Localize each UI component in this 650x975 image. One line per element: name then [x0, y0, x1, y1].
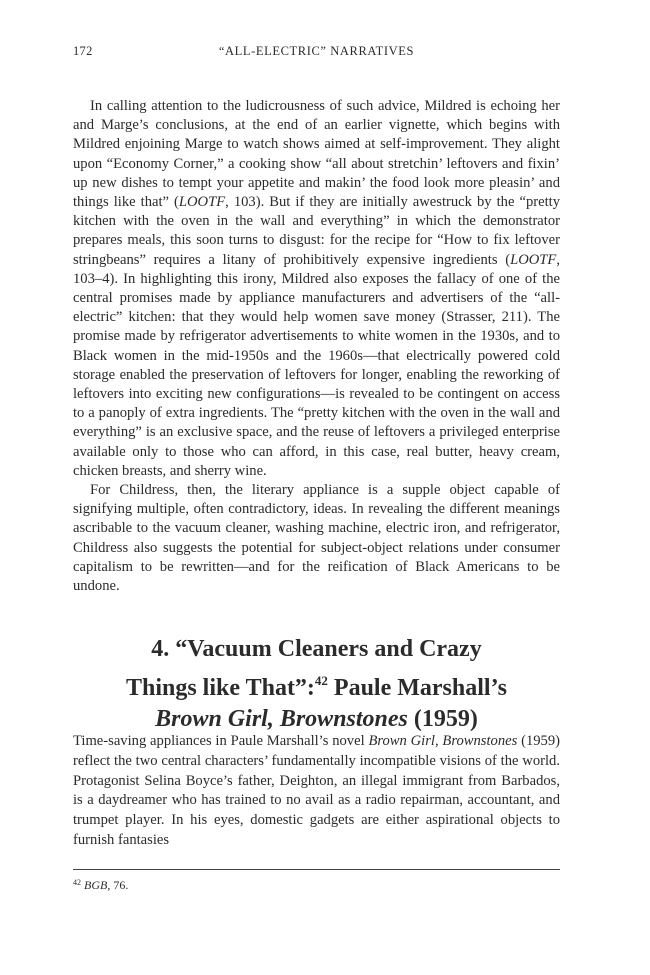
- footnote-text: , 76.: [107, 878, 129, 892]
- footnote: [73, 878, 128, 893]
- paragraph-1-text-c: , 103–4). In highlighting this irony, Mildred also exposes the fallacy of one of the central promises made by appliance manufacturers and advertisers of the “all-electric” kitchen: that they would help women save money (Strasser, 211). The promise made by refrigerator advertisements to white women in the 1930s, and to Black women in the mid-1950s and the 1960s—that electrically powered cold storage enabled the preservation of leftovers for longer, enabling the reworking of leftovers into exciting new configurations—is revealed to be contingent on access to a panoply of extra ingredients. The “pretty kitchen with the oven in the wall and everything” is an exclusive space, and the reuse of leftovers a privileged enterprise available only to those who can afford, in this case, real butter, heavy cream, chicken breasts, and sherry wine.: [73, 251, 560, 479]
- paragraph-1: [73, 97, 560, 481]
- citation-lootf: LOOTF: [510, 251, 557, 268]
- section-heading-line-1: 4. “Vacuum Cleaners and Crazy: [151, 636, 482, 662]
- section-heading: [73, 634, 560, 735]
- book-title-inline: Brown Girl, Brownstones: [368, 733, 518, 749]
- footnote-number: 42: [73, 878, 81, 887]
- paragraph-3: Time-saving appliances in Paule Marshall’s novel Brown Girl, Brownstones (1959) reflect the two central characters’ fundamentally incompatible visions of the world. Protagonist Selina Boyce’s father, Deighton, an illegal immigrant from Barbados, is a daydreamer who has trained to no avail as a radio repairman, accountant, and trumpet player. In his eyes, domestic gadgets are either aspirational objects to furnish fantasies: [73, 733, 560, 848]
- citation-lootf: LOOTF: [178, 194, 226, 211]
- paragraph-2: For Childress, then, the literary appliance is a supple object capable of signifying multiple, often contradictory, ideas. In revealing the different meanings ascribable to the vacuum cleaner, washing machine, electric iron, and refrigerator, Childress also suggests the potential for subject-object relations under consumer capitalism to be rewritten—and for the reification of Black Americans to be undone.: [73, 482, 560, 595]
- paragraph-1-text-b: , 103). But if they are initially awestruck by the “pretty kitchen with the oven in the wall and everything” in which the demonstrator prepares meals, this soon turns to disgust: for the recipe for “How to fix leftover stringbeans” requires a litany of prohibitively expensive ingredients (: [73, 194, 560, 268]
- footnote-rule: [73, 869, 560, 870]
- running-title: “ALL-ELECTRIC” NARRATIVES: [218, 44, 415, 58]
- book-title: Brown Girl, Brownstones: [155, 706, 408, 732]
- section-body: [73, 732, 560, 851]
- section-heading-line-2: Things like That”:$^{42}$ Paule Marshall’s: [125, 673, 508, 701]
- page-number: 172: [73, 44, 93, 58]
- footnote-source: BGB: [84, 878, 108, 892]
- paragraph-1-text-a: In calling attention to the ludicrousness of such advice, Mildred is echoing her and Marge’s conclusions, at the end of an earlier vignette, which begins with Mildred enjoining Marge to watch shows aimed at self-improvement. They alight upon “Economy Corner,” a cooking show “all about stretchin’ leftovers and fixin’ up new dishes to tempt your appetite and makin’ the food look more pleasin’ and things like that” (: [73, 98, 560, 211]
- section-heading-line-3: Brown Girl, Brownstones (1959): [155, 706, 478, 732]
- body-text: [73, 97, 560, 596]
- footnote-marker: 42: [314, 673, 328, 688]
